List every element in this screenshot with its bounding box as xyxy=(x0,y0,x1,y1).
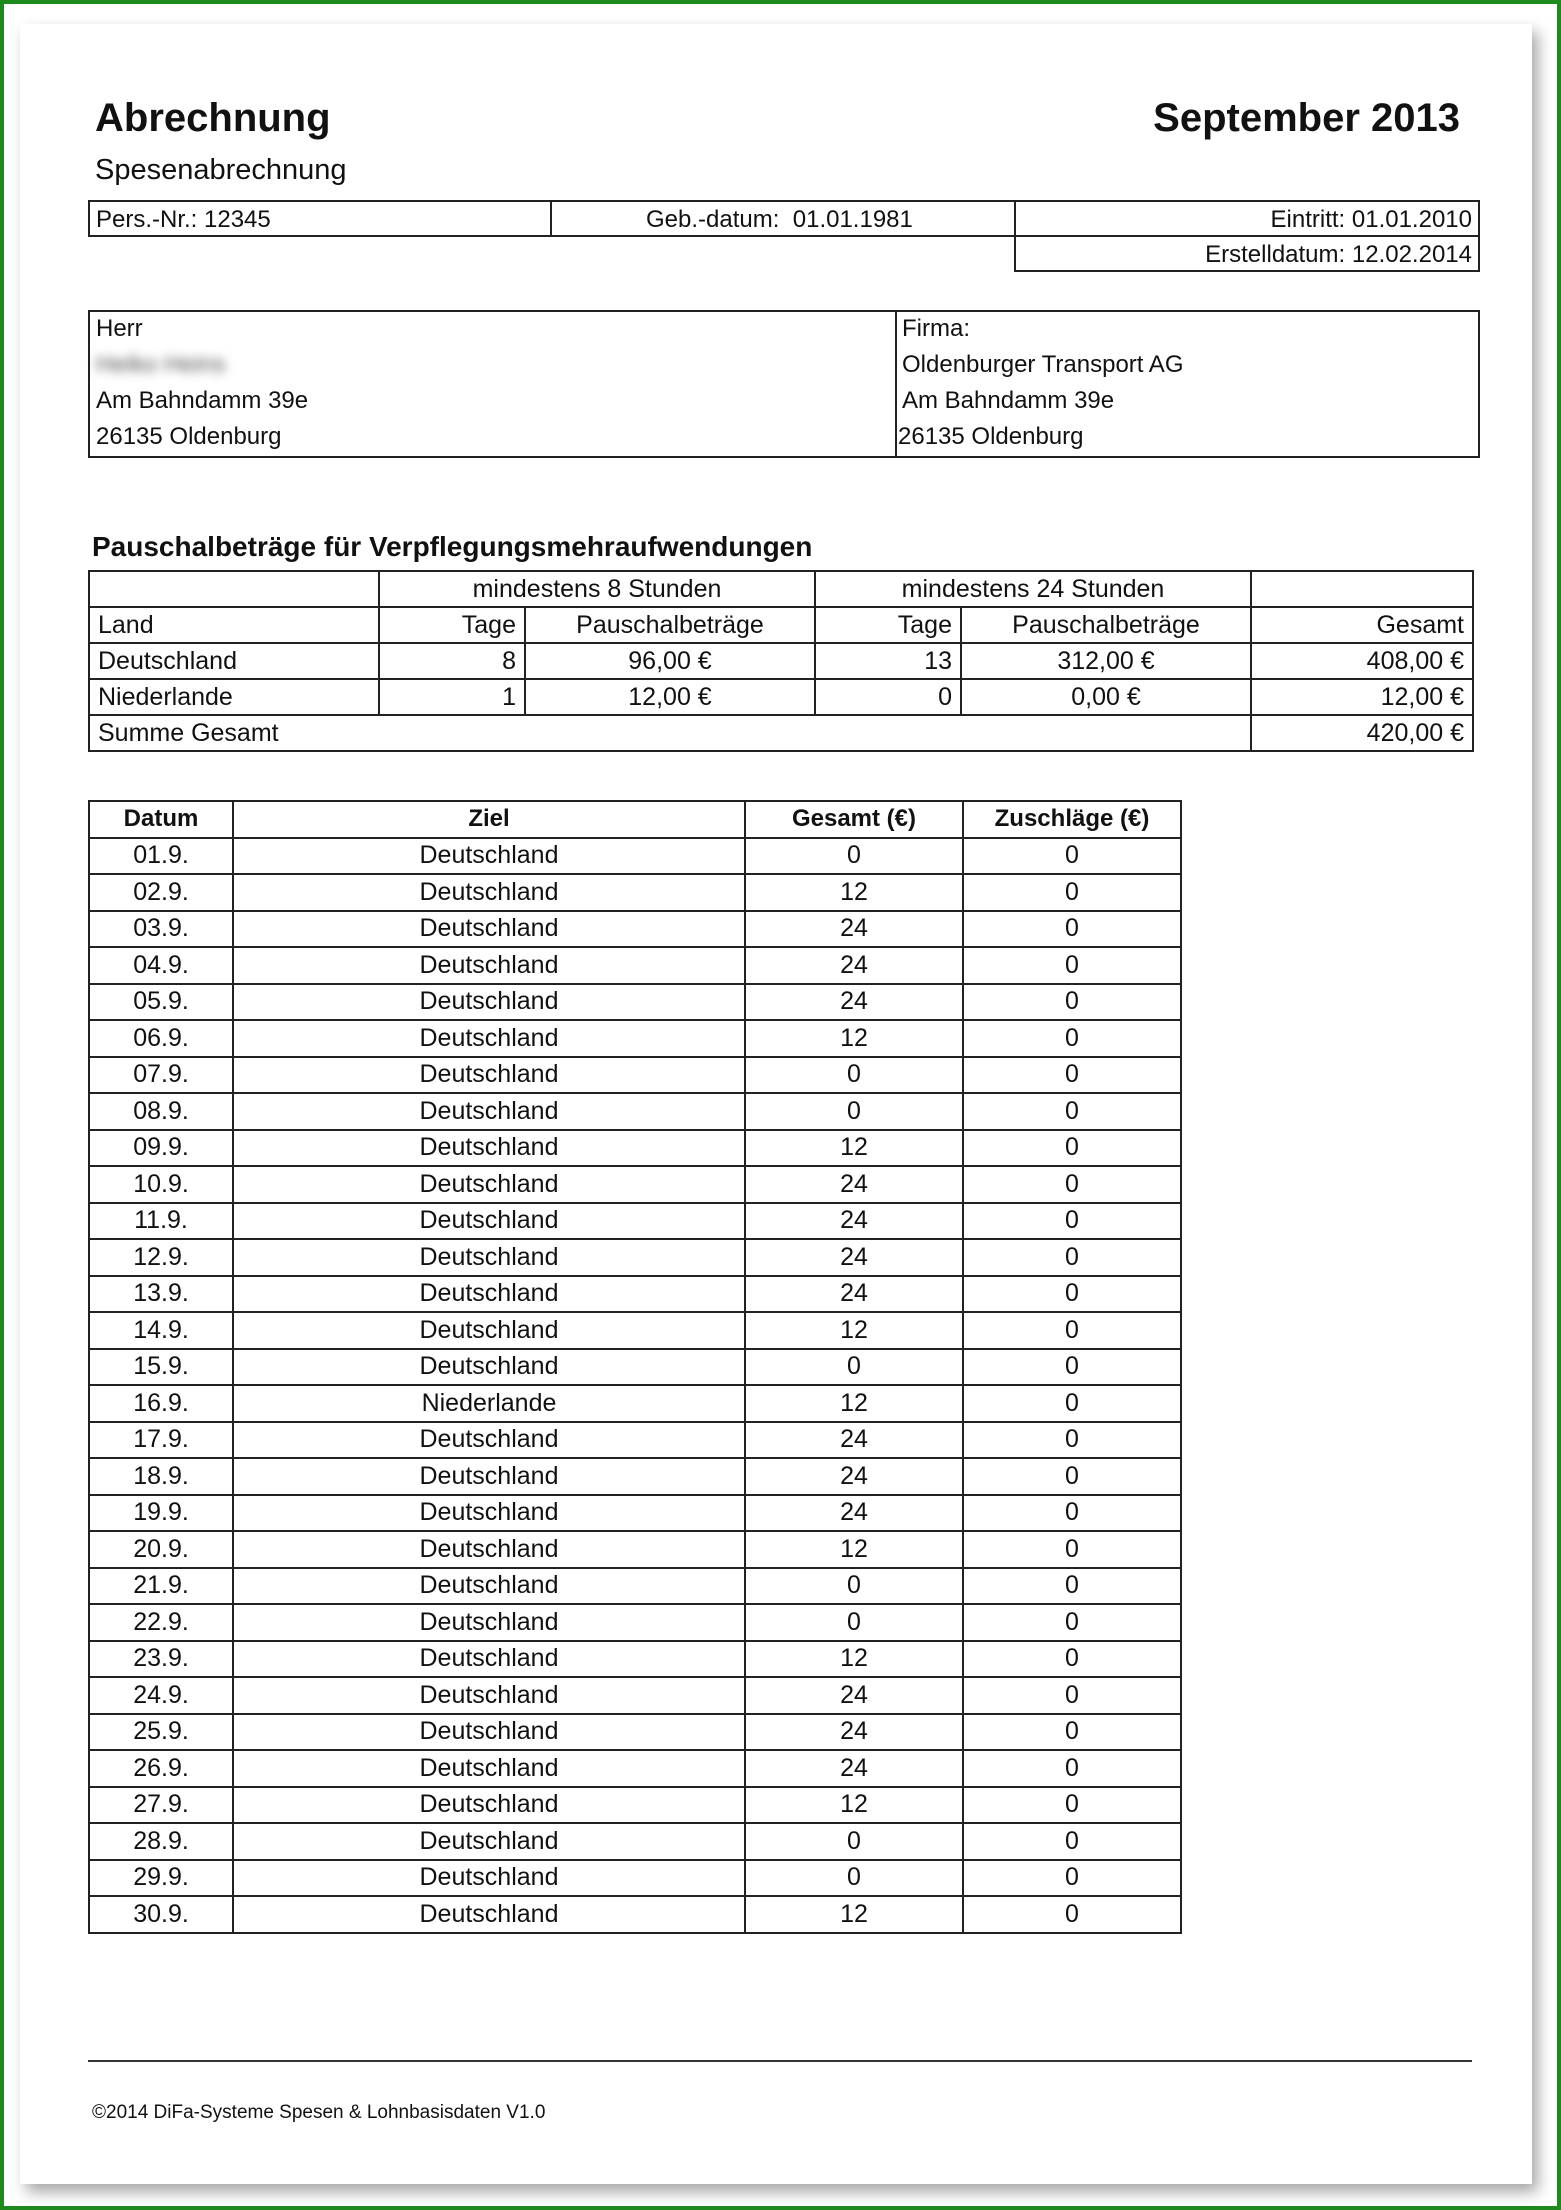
cell-gesamt: 408,00 € xyxy=(1251,643,1473,679)
cell-zuschlag: 0 xyxy=(963,1276,1181,1313)
cell-datum: 10.9. xyxy=(89,1166,233,1203)
address-block xyxy=(88,310,1480,458)
cell-gesamt-eur: 24 xyxy=(745,1677,963,1714)
cell-ziel: Deutschland xyxy=(233,1130,745,1167)
cell-datum: 07.9. xyxy=(89,1057,233,1094)
daily-row xyxy=(89,1458,1181,1495)
cell-gesamt-eur: 0 xyxy=(745,1568,963,1605)
daily-row xyxy=(89,1860,1181,1897)
geb-datum-value: 01.01.1981 xyxy=(792,206,913,233)
cell-zuschlag: 0 xyxy=(963,984,1181,1021)
daily-row xyxy=(89,1823,1181,1860)
daily-header-row xyxy=(89,801,1181,838)
footer-copyright: ©2014 DiFa-Systeme Spesen & Lohnbasisdaten V1.0 xyxy=(92,2102,546,2123)
cell-zuschlag: 0 xyxy=(963,1349,1181,1386)
col-gesamt: Gesamt xyxy=(1251,607,1473,643)
cell-datum: 14.9. xyxy=(89,1312,233,1349)
cell-pauschal-24h: 312,00 € xyxy=(961,643,1251,679)
col-ziel: Ziel xyxy=(233,801,745,838)
cell-zuschlag: 0 xyxy=(963,1312,1181,1349)
cell-datum: 25.9. xyxy=(89,1714,233,1751)
daily-row xyxy=(89,1385,1181,1422)
pauschal-empty-cell xyxy=(1251,571,1473,607)
pauschal-row xyxy=(89,679,1473,715)
cell-gesamt-eur: 24 xyxy=(745,1276,963,1313)
cell-datum: 26.9. xyxy=(89,1750,233,1787)
daily-row xyxy=(89,1787,1181,1824)
cell-zuschlag: 0 xyxy=(963,838,1181,875)
cell-gesamt-eur: 0 xyxy=(745,1860,963,1897)
cell-ziel: Deutschland xyxy=(233,1860,745,1897)
daily-table xyxy=(88,800,1182,1934)
pauschal-table xyxy=(88,570,1474,752)
cell-zuschlag: 0 xyxy=(963,911,1181,948)
erstelldatum-value: 12.02.2014 xyxy=(1351,241,1472,268)
cell-ziel: Deutschland xyxy=(233,1239,745,1276)
cell-zuschlag: 0 xyxy=(963,947,1181,984)
pauschal-summe-row xyxy=(89,715,1473,751)
cell-gesamt-eur: 12 xyxy=(745,1020,963,1057)
cell-land: Niederlande xyxy=(89,679,379,715)
cell-datum: 13.9. xyxy=(89,1276,233,1313)
cell-ziel: Deutschland xyxy=(233,1203,745,1240)
daily-row xyxy=(89,1568,1181,1605)
cell-zuschlag: 0 xyxy=(963,1641,1181,1678)
daily-table-body xyxy=(89,838,1181,1933)
cell-zuschlag: 0 xyxy=(963,1677,1181,1714)
eintritt-value: 01.01.2010 xyxy=(1351,206,1472,233)
eintritt-box xyxy=(1014,200,1480,237)
cell-zuschlag: 0 xyxy=(963,1823,1181,1860)
daily-row xyxy=(89,1349,1181,1386)
cell-ziel: Deutschland xyxy=(233,984,745,1021)
cell-ziel: Deutschland xyxy=(233,874,745,911)
col-pauschal-8h: Pauschalbeträge xyxy=(525,607,815,643)
cell-ziel: Deutschland xyxy=(233,1458,745,1495)
summe-label: Summe Gesamt xyxy=(89,715,1251,751)
daily-row xyxy=(89,1422,1181,1459)
cell-gesamt-eur: 24 xyxy=(745,1239,963,1276)
cell-zuschlag: 0 xyxy=(963,1203,1181,1240)
cell-ziel: Deutschland xyxy=(233,838,745,875)
firma-label: Firma: xyxy=(902,315,970,342)
cell-pauschal-8h: 12,00 € xyxy=(525,679,815,715)
daily-row xyxy=(89,838,1181,875)
col-tage-8h: Tage xyxy=(379,607,525,643)
company-city: 26135 Oldenburg xyxy=(898,423,1084,450)
cell-ziel: Deutschland xyxy=(233,1823,745,1860)
daily-row xyxy=(89,1130,1181,1167)
cell-tage-24h: 0 xyxy=(815,679,961,715)
cell-zuschlag: 0 xyxy=(963,1166,1181,1203)
cell-gesamt-eur: 24 xyxy=(745,1458,963,1495)
employee-street: Am Bahndamm 39e xyxy=(96,387,309,414)
cell-gesamt-eur: 24 xyxy=(745,911,963,948)
geb-datum-label: Geb.-datum: xyxy=(646,206,780,233)
cell-gesamt-eur: 0 xyxy=(745,838,963,875)
cell-zuschlag: 0 xyxy=(963,1093,1181,1130)
group-24h: mindestens 24 Stunden xyxy=(815,571,1251,607)
cell-gesamt-eur: 24 xyxy=(745,1495,963,1532)
daily-row xyxy=(89,1641,1181,1678)
cell-datum: 12.9. xyxy=(89,1239,233,1276)
cell-zuschlag: 0 xyxy=(963,1057,1181,1094)
cell-zuschlag: 0 xyxy=(963,1604,1181,1641)
daily-row xyxy=(89,1239,1181,1276)
cell-zuschlag: 0 xyxy=(963,1750,1181,1787)
daily-row xyxy=(89,947,1181,984)
cell-gesamt-eur: 0 xyxy=(745,1604,963,1641)
cell-datum: 15.9. xyxy=(89,1349,233,1386)
cell-ziel: Deutschland xyxy=(233,1166,745,1203)
cell-pauschal-24h: 0,00 € xyxy=(961,679,1251,715)
col-gesamt-eur: Gesamt (€) xyxy=(745,801,963,838)
cell-gesamt-eur: 12 xyxy=(745,1896,963,1933)
cell-gesamt-eur: 12 xyxy=(745,1531,963,1568)
cell-zuschlag: 0 xyxy=(963,1787,1181,1824)
cell-datum: 20.9. xyxy=(89,1531,233,1568)
cell-zuschlag: 0 xyxy=(963,1385,1181,1422)
cell-datum: 08.9. xyxy=(89,1093,233,1130)
employee-city: 26135 Oldenburg xyxy=(96,423,282,450)
cell-zuschlag: 0 xyxy=(963,1239,1181,1276)
daily-row xyxy=(89,1166,1181,1203)
pauschal-row xyxy=(89,643,1473,679)
cell-datum: 29.9. xyxy=(89,1860,233,1897)
cell-ziel: Deutschland xyxy=(233,1677,745,1714)
cell-tage-24h: 13 xyxy=(815,643,961,679)
cell-datum: 17.9. xyxy=(89,1422,233,1459)
cell-datum: 03.9. xyxy=(89,911,233,948)
daily-row xyxy=(89,1495,1181,1532)
cell-zuschlag: 0 xyxy=(963,1531,1181,1568)
cell-datum: 24.9. xyxy=(89,1677,233,1714)
geb-datum-box xyxy=(550,200,1016,237)
cell-gesamt: 12,00 € xyxy=(1251,679,1473,715)
daily-row xyxy=(89,1057,1181,1094)
cell-ziel: Deutschland xyxy=(233,1896,745,1933)
cell-zuschlag: 0 xyxy=(963,1896,1181,1933)
cell-ziel: Deutschland xyxy=(233,1787,745,1824)
pauschal-group-header xyxy=(89,571,1473,607)
cell-ziel: Deutschland xyxy=(233,1312,745,1349)
erstelldatum-label: Erstelldatum: xyxy=(1205,241,1346,268)
daily-row xyxy=(89,1896,1181,1933)
daily-row xyxy=(89,1203,1181,1240)
cell-zuschlag: 0 xyxy=(963,874,1181,911)
cell-ziel: Deutschland xyxy=(233,1531,745,1568)
document-subtitle: Spesenabrechnung xyxy=(95,154,347,186)
cell-datum: 01.9. xyxy=(89,838,233,875)
cell-ziel: Deutschland xyxy=(233,1568,745,1605)
cell-zuschlag: 0 xyxy=(963,1130,1181,1167)
cell-ziel: Deutschland xyxy=(233,911,745,948)
cell-gesamt-eur: 24 xyxy=(745,1714,963,1751)
cell-datum: 30.9. xyxy=(89,1896,233,1933)
cell-datum: 21.9. xyxy=(89,1568,233,1605)
cell-gesamt-eur: 12 xyxy=(745,1130,963,1167)
eintritt-label: Eintritt: xyxy=(1270,206,1346,233)
cell-gesamt-eur: 24 xyxy=(745,947,963,984)
col-zuschlaege: Zuschläge (€) xyxy=(963,801,1181,838)
cell-datum: 06.9. xyxy=(89,1020,233,1057)
cell-gesamt-eur: 12 xyxy=(745,1787,963,1824)
daily-row xyxy=(89,1312,1181,1349)
cell-datum: 05.9. xyxy=(89,984,233,1021)
cell-datum: 19.9. xyxy=(89,1495,233,1532)
pauschal-empty-cell xyxy=(89,571,379,607)
cell-ziel: Niederlande xyxy=(233,1385,745,1422)
col-tage-24h: Tage xyxy=(815,607,961,643)
cell-ziel: Deutschland xyxy=(233,1750,745,1787)
cell-gesamt-eur: 24 xyxy=(745,1166,963,1203)
cell-ziel: Deutschland xyxy=(233,1276,745,1313)
col-pauschal-24h: Pauschalbeträge xyxy=(961,607,1251,643)
cell-ziel: Deutschland xyxy=(233,1093,745,1130)
cell-gesamt-eur: 0 xyxy=(745,1349,963,1386)
cell-gesamt-eur: 12 xyxy=(745,1312,963,1349)
daily-row xyxy=(89,1093,1181,1130)
cell-zuschlag: 0 xyxy=(963,1495,1181,1532)
cell-ziel: Deutschland xyxy=(233,947,745,984)
cell-ziel: Deutschland xyxy=(233,1349,745,1386)
daily-row xyxy=(89,1531,1181,1568)
cell-datum: 16.9. xyxy=(89,1385,233,1422)
cell-ziel: Deutschland xyxy=(233,1641,745,1678)
cell-datum: 27.9. xyxy=(89,1787,233,1824)
cell-zuschlag: 0 xyxy=(963,1458,1181,1495)
cell-gesamt-eur: 0 xyxy=(745,1093,963,1130)
cell-gesamt-eur: 24 xyxy=(745,984,963,1021)
cell-gesamt-eur: 24 xyxy=(745,1750,963,1787)
document-page xyxy=(20,24,1532,2184)
col-datum: Datum xyxy=(89,801,233,838)
cell-gesamt-eur: 24 xyxy=(745,1203,963,1240)
cell-datum: 04.9. xyxy=(89,947,233,984)
daily-row xyxy=(89,1020,1181,1057)
daily-row xyxy=(89,1276,1181,1313)
cell-datum: 02.9. xyxy=(89,874,233,911)
employee-name-redacted: Heiko Heins xyxy=(96,351,226,378)
address-divider xyxy=(895,312,897,458)
cell-land: Deutschland xyxy=(89,643,379,679)
company-street: Am Bahndamm 39e xyxy=(902,387,1115,414)
salutation: Herr xyxy=(96,315,143,342)
cell-datum: 09.9. xyxy=(89,1130,233,1167)
cell-zuschlag: 0 xyxy=(963,1860,1181,1897)
cell-gesamt-eur: 0 xyxy=(745,1823,963,1860)
cell-gesamt-eur: 12 xyxy=(745,1641,963,1678)
footer-rule xyxy=(88,2060,1472,2062)
period-label: September 2013 xyxy=(1153,96,1460,140)
cell-gesamt-eur: 12 xyxy=(745,1385,963,1422)
company-name: Oldenburger Transport AG xyxy=(902,351,1184,378)
erstelldatum-box xyxy=(1014,235,1480,272)
daily-row xyxy=(89,1714,1181,1751)
cell-ziel: Deutschland xyxy=(233,1057,745,1094)
cell-datum: 18.9. xyxy=(89,1458,233,1495)
cell-gesamt-eur: 24 xyxy=(745,1422,963,1459)
cell-ziel: Deutschland xyxy=(233,1714,745,1751)
cell-ziel: Deutschland xyxy=(233,1604,745,1641)
col-land: Land xyxy=(89,607,379,643)
cell-zuschlag: 0 xyxy=(963,1568,1181,1605)
daily-row xyxy=(89,911,1181,948)
document-title: Abrechnung xyxy=(95,96,331,140)
cell-zuschlag: 0 xyxy=(963,1714,1181,1751)
daily-row xyxy=(89,984,1181,1021)
daily-row xyxy=(89,1604,1181,1641)
cell-datum: 11.9. xyxy=(89,1203,233,1240)
cell-datum: 28.9. xyxy=(89,1823,233,1860)
daily-row xyxy=(89,1750,1181,1787)
pers-nr-value: 12345 xyxy=(204,206,271,233)
pauschal-column-header xyxy=(89,607,1473,643)
pers-nr-box xyxy=(88,200,552,237)
daily-row xyxy=(89,874,1181,911)
group-8h: mindestens 8 Stunden xyxy=(379,571,815,607)
cell-zuschlag: 0 xyxy=(963,1422,1181,1459)
cell-tage-8h: 8 xyxy=(379,643,525,679)
cell-datum: 22.9. xyxy=(89,1604,233,1641)
cell-datum: 23.9. xyxy=(89,1641,233,1678)
cell-ziel: Deutschland xyxy=(233,1495,745,1532)
cell-pauschal-8h: 96,00 € xyxy=(525,643,815,679)
cell-zuschlag: 0 xyxy=(963,1020,1181,1057)
daily-row xyxy=(89,1677,1181,1714)
pauschal-heading: Pauschalbeträge für Verpflegungsmehraufwendungen xyxy=(92,531,813,562)
cell-ziel: Deutschland xyxy=(233,1422,745,1459)
summe-value: 420,00 € xyxy=(1251,715,1473,751)
cell-gesamt-eur: 12 xyxy=(745,874,963,911)
cell-tage-8h: 1 xyxy=(379,679,525,715)
cell-ziel: Deutschland xyxy=(233,1020,745,1057)
pers-nr-label: Pers.-Nr.: xyxy=(96,206,198,233)
cell-gesamt-eur: 0 xyxy=(745,1057,963,1094)
